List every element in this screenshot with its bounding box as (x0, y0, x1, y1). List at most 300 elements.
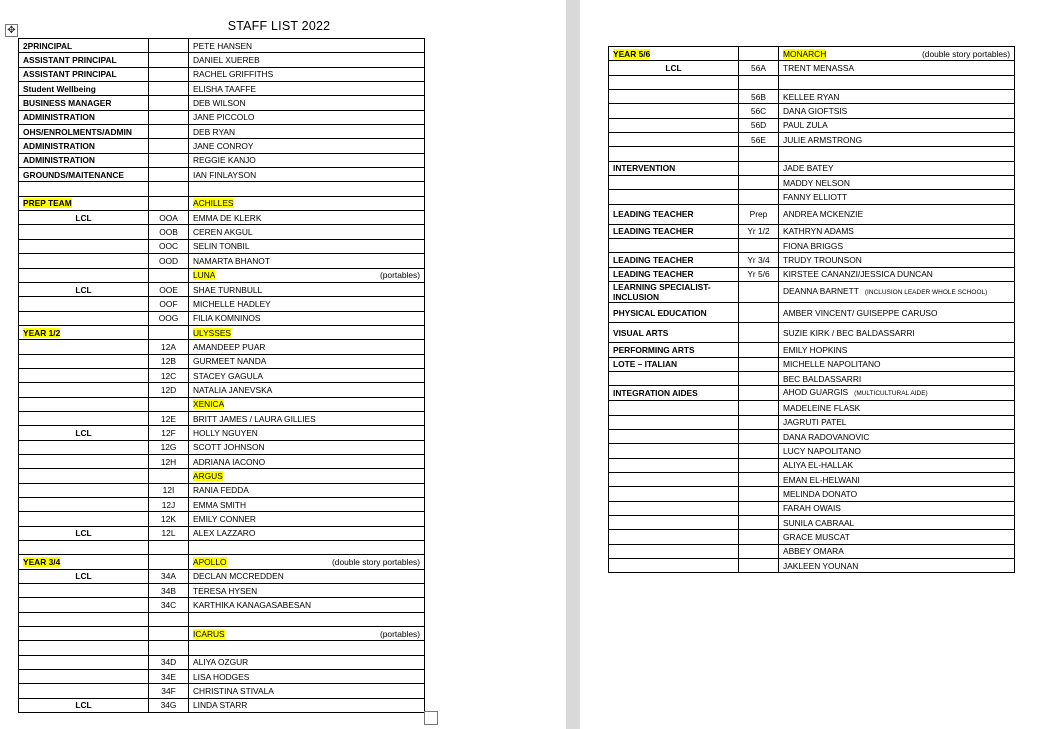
class-code-text: 34B (161, 585, 176, 596)
class-code-cell[interactable] (739, 371, 779, 385)
staff-name-cell[interactable] (779, 401, 1015, 415)
role-cell[interactable] (609, 323, 739, 343)
class-code-cell[interactable] (739, 429, 779, 443)
class-code-cell[interactable] (739, 47, 779, 61)
role-cell[interactable] (609, 204, 739, 224)
role-cell[interactable] (19, 368, 149, 382)
staff-name-cell[interactable] (189, 383, 425, 397)
class-code-cell[interactable] (149, 569, 189, 583)
class-code-cell[interactable] (149, 182, 189, 196)
class-code-cell[interactable] (739, 357, 779, 371)
class-code-cell[interactable] (739, 303, 779, 323)
class-code-cell[interactable] (149, 325, 189, 339)
role-cell[interactable] (19, 641, 149, 655)
staff-name-cell[interactable] (779, 558, 1015, 572)
table-row (19, 598, 425, 612)
staff-name-cell[interactable] (779, 458, 1015, 472)
class-code-cell[interactable] (739, 458, 779, 472)
class-code-cell[interactable] (739, 444, 779, 458)
class-code-cell[interactable] (149, 555, 189, 569)
role-cell[interactable] (609, 224, 739, 238)
role-cell[interactable] (19, 110, 149, 124)
role-cell[interactable] (19, 411, 149, 425)
staff-name-cell[interactable] (779, 118, 1015, 132)
staff-name-cell[interactable] (779, 190, 1015, 204)
role-cell[interactable] (19, 139, 149, 153)
class-code-cell[interactable] (149, 698, 189, 712)
staff-name-text: SHAE TURNBULL (193, 284, 263, 295)
role-cell[interactable] (609, 386, 739, 401)
class-code-cell[interactable] (149, 383, 189, 397)
table-row (609, 253, 1015, 267)
class-code-cell[interactable] (149, 584, 189, 598)
staff-name-text: FIONA BRIGGS (783, 240, 844, 251)
staff-name-cell[interactable] (189, 211, 425, 225)
staff-name-cell[interactable] (189, 282, 425, 296)
class-code-text: OOA (159, 212, 178, 223)
class-code-cell[interactable] (739, 104, 779, 118)
role-cell[interactable] (609, 147, 739, 161)
class-code-cell[interactable] (149, 526, 189, 540)
staff-name-text: DANA GIOFTSIS (783, 106, 848, 117)
staff-name-cell[interactable] (189, 368, 425, 382)
staff-name-cell[interactable] (189, 641, 425, 655)
role-cell[interactable] (19, 225, 149, 239)
staff-name-cell[interactable] (779, 343, 1015, 357)
class-code-cell[interactable] (149, 641, 189, 655)
class-code-cell[interactable] (149, 612, 189, 626)
staff-name-cell[interactable] (779, 303, 1015, 323)
staff-name-cell[interactable] (779, 47, 1015, 61)
role-cell[interactable] (609, 544, 739, 558)
table-row (19, 67, 425, 81)
table-row (609, 515, 1015, 529)
class-code-cell[interactable] (149, 196, 189, 210)
class-code-cell[interactable] (149, 541, 189, 555)
staff-name-cell[interactable] (189, 483, 425, 497)
staff-name-cell[interactable] (779, 501, 1015, 515)
staff-name-text: ADRIANA IACONO (193, 456, 266, 467)
staff-name-cell[interactable] (779, 282, 1015, 303)
class-code-text: 12L (161, 528, 176, 539)
staff-name-cell[interactable] (189, 454, 425, 468)
role-cell[interactable] (19, 627, 149, 641)
staff-name-cell[interactable] (779, 323, 1015, 343)
role-text: LEADING TEACHER (613, 226, 694, 237)
class-code-cell[interactable] (739, 239, 779, 253)
class-code-cell[interactable] (739, 415, 779, 429)
staff-name-cell[interactable] (189, 469, 425, 483)
role-cell[interactable] (19, 612, 149, 626)
class-code-cell[interactable] (149, 297, 189, 311)
staff-name-cell[interactable] (189, 411, 425, 425)
class-code-cell[interactable] (149, 282, 189, 296)
role-cell[interactable] (19, 325, 149, 339)
role-cell[interactable] (19, 555, 149, 569)
role-cell[interactable] (19, 196, 149, 210)
class-code-cell[interactable] (149, 670, 189, 684)
class-code-cell[interactable] (149, 354, 189, 368)
role-cell[interactable] (609, 267, 739, 281)
staff-name-cell[interactable] (189, 397, 425, 411)
table-row (19, 569, 425, 583)
table-row (609, 224, 1015, 238)
table-row (19, 670, 425, 684)
role-cell[interactable] (609, 343, 739, 357)
staff-name-cell[interactable] (189, 311, 425, 325)
staff-name-cell[interactable] (189, 670, 425, 684)
class-code-cell[interactable] (739, 147, 779, 161)
class-code-cell[interactable] (739, 544, 779, 558)
staff-name-cell[interactable] (189, 555, 425, 569)
role-cell[interactable] (609, 515, 739, 529)
class-code-cell[interactable] (149, 168, 189, 182)
class-code-cell[interactable] (739, 386, 779, 401)
table-row (19, 498, 425, 512)
staff-name-cell[interactable] (779, 161, 1015, 175)
role-cell[interactable] (19, 670, 149, 684)
staff-name-cell[interactable] (779, 472, 1015, 486)
staff-name-cell[interactable] (779, 253, 1015, 267)
class-code-cell[interactable] (739, 515, 779, 529)
staff-name-cell[interactable] (189, 325, 425, 339)
role-cell[interactable] (609, 429, 739, 443)
class-code-cell[interactable] (149, 598, 189, 612)
role-cell[interactable] (19, 483, 149, 497)
role-note: (MULTICULTURAL AIDE) (854, 390, 928, 398)
role-cell[interactable] (19, 268, 149, 282)
staff-name-cell[interactable] (189, 39, 425, 53)
staff-name-text: EMMA SMITH (193, 499, 247, 510)
class-code-cell[interactable] (739, 282, 779, 303)
role-cell[interactable] (19, 67, 149, 81)
class-code-cell[interactable] (739, 343, 779, 357)
role-cell[interactable] (19, 168, 149, 182)
class-code-cell[interactable] (149, 139, 189, 153)
table-move-handle-icon[interactable]: ✥ (5, 24, 18, 37)
role-cell[interactable] (609, 501, 739, 515)
table-row (19, 526, 425, 540)
staff-name-cell[interactable] (189, 82, 425, 96)
role-cell[interactable] (609, 415, 739, 429)
role-cell[interactable] (19, 125, 149, 139)
role-cell[interactable] (19, 53, 149, 67)
role-cell[interactable] (609, 530, 739, 544)
class-code-cell[interactable] (149, 411, 189, 425)
role-cell[interactable] (19, 454, 149, 468)
staff-name-cell[interactable] (189, 698, 425, 712)
staff-name-cell[interactable] (189, 426, 425, 440)
staff-name-cell[interactable] (189, 53, 425, 67)
staff-name-cell[interactable] (189, 168, 425, 182)
role-cell[interactable] (19, 440, 149, 454)
staff-name-cell[interactable] (779, 415, 1015, 429)
staff-name-cell[interactable] (189, 526, 425, 540)
role-text: LCL (75, 212, 92, 223)
staff-name-cell[interactable] (779, 239, 1015, 253)
class-code-text: 12I (162, 485, 175, 496)
role-cell[interactable] (19, 698, 149, 712)
role-cell[interactable] (609, 444, 739, 458)
staff-name-cell[interactable] (189, 684, 425, 698)
role-cell[interactable] (609, 47, 739, 61)
role-cell[interactable] (19, 584, 149, 598)
role-cell[interactable] (609, 61, 739, 75)
staff-name-cell[interactable] (779, 224, 1015, 238)
class-code-cell[interactable] (739, 133, 779, 147)
class-code-cell[interactable] (739, 190, 779, 204)
table-row (19, 254, 425, 268)
staff-name-text: MICHELLE HADLEY (193, 298, 271, 309)
table-row (19, 110, 425, 124)
role-cell[interactable] (19, 526, 149, 540)
role-cell[interactable] (609, 253, 739, 267)
staff-name-cell[interactable] (779, 515, 1015, 529)
staff-name-cell[interactable] (189, 598, 425, 612)
class-code-cell[interactable] (149, 368, 189, 382)
class-code-cell[interactable] (149, 397, 189, 411)
class-code-cell[interactable] (739, 401, 779, 415)
role-cell[interactable] (19, 311, 149, 325)
role-cell[interactable] (609, 90, 739, 104)
staff-name-cell[interactable] (189, 153, 425, 167)
class-code-cell[interactable] (149, 254, 189, 268)
role-cell[interactable] (609, 176, 739, 190)
role-cell[interactable] (19, 211, 149, 225)
class-code-cell[interactable] (149, 125, 189, 139)
staff-name-cell[interactable] (779, 487, 1015, 501)
class-code-cell[interactable] (149, 110, 189, 124)
role-cell[interactable] (19, 354, 149, 368)
role-text: LCL (75, 284, 92, 295)
role-cell[interactable] (19, 153, 149, 167)
staff-name-cell[interactable] (779, 444, 1015, 458)
class-code-cell[interactable] (739, 61, 779, 75)
class-code-cell[interactable] (149, 268, 189, 282)
role-cell[interactable] (19, 498, 149, 512)
class-code-cell[interactable] (739, 204, 779, 224)
staff-name-cell[interactable] (189, 239, 425, 253)
role-cell[interactable] (19, 397, 149, 411)
role-cell[interactable] (19, 655, 149, 669)
class-code-cell[interactable] (739, 267, 779, 281)
class-code-cell[interactable] (149, 211, 189, 225)
class-code-cell[interactable] (739, 90, 779, 104)
role-cell[interactable] (19, 282, 149, 296)
staff-name-cell[interactable] (189, 225, 425, 239)
role-text: LEADING TEACHER (613, 255, 694, 266)
staff-name-cell[interactable] (779, 133, 1015, 147)
table-row (609, 190, 1015, 204)
class-code-cell[interactable] (149, 454, 189, 468)
staff-name-text: REGGIE KANJO (193, 155, 256, 166)
table-row (19, 411, 425, 425)
role-cell[interactable] (19, 182, 149, 196)
staff-name-cell[interactable] (189, 268, 425, 282)
table-resize-handle-icon[interactable] (424, 711, 438, 725)
role-cell[interactable] (609, 190, 739, 204)
class-code-cell[interactable] (739, 558, 779, 572)
role-cell[interactable] (609, 558, 739, 572)
role-cell[interactable] (609, 104, 739, 118)
staff-name-cell[interactable] (189, 110, 425, 124)
staff-name-text: SUZIE KIRK / BEC BALDASSARRI (783, 327, 915, 338)
role-cell[interactable] (19, 340, 149, 354)
staff-name-cell[interactable] (779, 544, 1015, 558)
staff-name-cell[interactable] (779, 530, 1015, 544)
class-code-cell[interactable] (149, 311, 189, 325)
class-code-cell[interactable] (149, 655, 189, 669)
class-code-cell[interactable] (149, 469, 189, 483)
role-cell[interactable] (19, 297, 149, 311)
class-code-cell[interactable] (149, 684, 189, 698)
role-cell[interactable] (19, 469, 149, 483)
staff-name-cell[interactable] (779, 75, 1015, 89)
staff-name-text: GURMEET NANDA (193, 356, 267, 367)
class-code-cell[interactable] (739, 161, 779, 175)
class-code-cell[interactable] (149, 498, 189, 512)
class-code-text: 12E (161, 413, 176, 424)
role-cell[interactable] (609, 282, 739, 303)
role-cell[interactable] (19, 684, 149, 698)
class-code-cell[interactable] (739, 253, 779, 267)
class-code-cell[interactable] (149, 39, 189, 53)
staff-name-cell[interactable] (189, 612, 425, 626)
staff-name-cell[interactable] (189, 541, 425, 555)
staff-name-cell[interactable] (779, 147, 1015, 161)
role-text: INTEGRATION AIDES (613, 388, 698, 399)
role-cell[interactable] (19, 39, 149, 53)
role-cell[interactable] (609, 133, 739, 147)
role-text: Student Wellbeing (23, 83, 96, 94)
document-title: STAFF LIST 2022 (227, 19, 331, 33)
staff-name-text: EMILY HOPKINS (783, 344, 848, 355)
class-code-cell[interactable] (739, 75, 779, 89)
staff-name-cell[interactable] (189, 440, 425, 454)
class-code-cell[interactable] (149, 225, 189, 239)
role-cell[interactable] (609, 239, 739, 253)
class-code-text: 12D (160, 384, 177, 395)
staff-name-cell[interactable] (189, 96, 425, 110)
table-row (609, 401, 1015, 415)
class-code-text: 12B (161, 356, 176, 367)
staff-name-cell[interactable] (189, 182, 425, 196)
staff-name-cell[interactable] (779, 204, 1015, 224)
staff-name-cell[interactable] (189, 125, 425, 139)
role-text: YEAR 3/4 (23, 557, 61, 568)
class-code-cell[interactable] (739, 501, 779, 515)
staff-name-cell[interactable] (189, 196, 425, 210)
staff-name-cell[interactable] (779, 61, 1015, 75)
table-row (19, 698, 425, 712)
role-cell[interactable] (609, 371, 739, 385)
staff-name-text: EMILY CONNER (193, 514, 256, 525)
role-cell[interactable] (609, 458, 739, 472)
class-code-cell[interactable] (149, 67, 189, 81)
class-code-cell[interactable] (149, 96, 189, 110)
class-code-cell[interactable] (149, 440, 189, 454)
staff-name-cell[interactable] (779, 357, 1015, 371)
role-cell[interactable] (19, 598, 149, 612)
staff-name-text: JULIE ARMSTRONG (783, 134, 863, 145)
staff-name-cell[interactable] (189, 498, 425, 512)
staff-name-cell[interactable] (779, 386, 1015, 401)
role-cell[interactable] (19, 426, 149, 440)
class-code-cell[interactable] (149, 627, 189, 641)
role-cell[interactable] (609, 118, 739, 132)
role-cell[interactable] (19, 541, 149, 555)
role-cell[interactable] (609, 357, 739, 371)
staff-name-cell[interactable] (189, 340, 425, 354)
class-code-text: 56C (750, 106, 767, 117)
staff-name-cell[interactable] (779, 176, 1015, 190)
role-cell[interactable] (19, 96, 149, 110)
role-cell[interactable] (19, 569, 149, 583)
table-row (19, 612, 425, 626)
role-cell[interactable] (19, 82, 149, 96)
staff-name-cell[interactable] (779, 371, 1015, 385)
class-code-text: OOF (159, 298, 178, 309)
role-cell[interactable] (609, 303, 739, 323)
role-cell[interactable] (19, 383, 149, 397)
staff-name-cell[interactable] (189, 254, 425, 268)
class-code-cell[interactable] (739, 224, 779, 238)
role-cell[interactable] (609, 401, 739, 415)
class-code-cell[interactable] (149, 512, 189, 526)
staff-name-cell[interactable] (189, 354, 425, 368)
staff-name-cell[interactable] (779, 429, 1015, 443)
table-row (609, 61, 1015, 75)
class-code-cell[interactable] (739, 530, 779, 544)
staff-name-cell[interactable] (189, 139, 425, 153)
class-code-cell[interactable] (149, 82, 189, 96)
staff-name-cell[interactable] (189, 655, 425, 669)
class-code-cell[interactable] (149, 239, 189, 253)
role-cell[interactable] (19, 512, 149, 526)
staff-name-text: CEREN AKGUL (193, 227, 253, 238)
class-code-cell[interactable] (739, 472, 779, 486)
staff-name-text: ULYSSES (193, 327, 232, 338)
role-cell[interactable] (19, 254, 149, 268)
table-row (609, 371, 1015, 385)
staff-name-cell[interactable] (189, 512, 425, 526)
role-cell[interactable] (609, 161, 739, 175)
class-code-cell[interactable] (739, 323, 779, 343)
table-row (609, 90, 1015, 104)
class-code-cell[interactable] (149, 340, 189, 354)
class-code-cell[interactable] (149, 53, 189, 67)
class-code-cell[interactable] (149, 153, 189, 167)
staff-name-cell[interactable] (189, 569, 425, 583)
class-code-cell[interactable] (739, 487, 779, 501)
class-code-cell[interactable] (149, 483, 189, 497)
location-note: (double story portables) (332, 557, 420, 568)
staff-name-cell[interactable] (779, 267, 1015, 281)
staff-name-cell[interactable] (189, 67, 425, 81)
class-code-cell[interactable] (739, 176, 779, 190)
staff-name-cell[interactable] (189, 584, 425, 598)
class-code-cell[interactable] (149, 426, 189, 440)
staff-name-cell[interactable] (189, 297, 425, 311)
role-cell[interactable] (19, 239, 149, 253)
staff-name-cell[interactable] (779, 104, 1015, 118)
role-cell[interactable] (609, 75, 739, 89)
staff-name-cell[interactable] (779, 90, 1015, 104)
role-cell[interactable] (609, 472, 739, 486)
role-cell[interactable] (609, 487, 739, 501)
staff-name-cell[interactable] (189, 627, 425, 641)
class-code-cell[interactable] (739, 118, 779, 132)
